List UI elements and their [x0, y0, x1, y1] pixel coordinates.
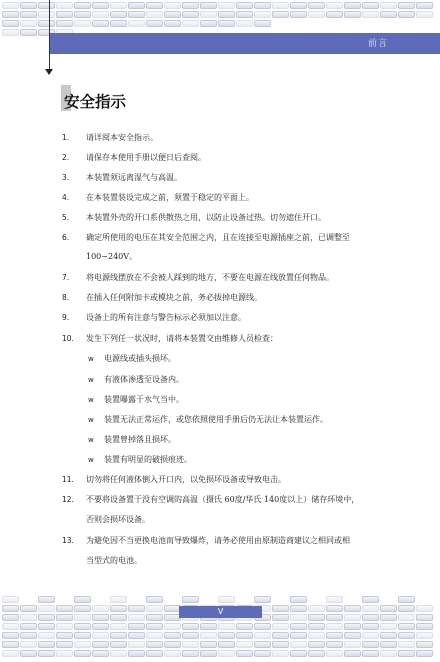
decorative-tile: [128, 605, 145, 612]
decorative-tile: [398, 614, 415, 621]
decorative-tile: [308, 2, 325, 9]
decorative-tile: [218, 11, 235, 18]
decorative-tile: [38, 623, 55, 630]
decorative-tile: [326, 614, 343, 621]
decorative-tile: [416, 614, 433, 621]
decorative-tile: [398, 623, 415, 630]
decorative-tile: [182, 650, 199, 657]
decorative-tile: [236, 2, 253, 9]
decorative-tile: [92, 632, 109, 639]
decorative-tile: [200, 2, 217, 9]
decorative-tile: [2, 614, 19, 621]
bottom-decorative-tiles: [0, 594, 440, 662]
page-title: 安全指示: [64, 93, 127, 111]
decorative-tile: [236, 650, 253, 657]
chapter-label: 前言: [367, 39, 388, 49]
decorative-tile: [38, 650, 55, 657]
decorative-tile: [326, 605, 343, 612]
decorative-tile: [2, 2, 19, 9]
decorative-tile: [308, 614, 325, 621]
decorative-tile: [272, 605, 289, 612]
decorative-tile: [164, 650, 181, 657]
decorative-tile: [344, 632, 361, 639]
decorative-tile: [398, 641, 415, 648]
decorative-tile: [38, 605, 55, 612]
decorative-tile: [344, 623, 361, 630]
decorative-tile: [290, 641, 307, 648]
decorative-tile: [74, 632, 91, 639]
decorative-tile: [20, 614, 37, 621]
decorative-tile: [146, 11, 163, 18]
decorative-tile: [146, 596, 163, 603]
decorative-tile: [182, 641, 199, 648]
decorative-tile: [416, 650, 433, 657]
decorative-tile: [362, 632, 379, 639]
decorative-tile: [20, 641, 37, 648]
decorative-tile: [182, 20, 199, 27]
decorative-tile: [398, 632, 415, 639]
decorative-tile: [236, 623, 253, 630]
decorative-tile: [128, 2, 145, 9]
decorative-tile: [218, 596, 235, 603]
decorative-tile: [110, 641, 127, 648]
decorative-tile: [218, 641, 235, 648]
decorative-tile: [128, 614, 145, 621]
decorative-tile: [164, 632, 181, 639]
decorative-tile: [362, 605, 379, 612]
decorative-tile: [380, 614, 397, 621]
decorative-tile: [128, 623, 145, 630]
decorative-tile: [110, 614, 127, 621]
decorative-tile: [254, 20, 271, 27]
decorative-tile: [38, 11, 55, 18]
decorative-tile: [218, 632, 235, 639]
decorative-tile: [236, 641, 253, 648]
decorative-tile: [110, 20, 127, 27]
decorative-tile: [182, 632, 199, 639]
decorative-tile: [326, 596, 343, 603]
decorative-tile: [110, 2, 127, 9]
decorative-tile: [182, 2, 199, 9]
decorative-tile: [218, 650, 235, 657]
decorative-tile: [2, 641, 19, 648]
decorative-tile: [380, 623, 397, 630]
decorative-tile: [344, 605, 361, 612]
decorative-tile: [380, 641, 397, 648]
decorative-tile: [20, 20, 37, 27]
decorative-tile: [74, 650, 91, 657]
decorative-tile: [146, 650, 163, 657]
decorative-tile: [290, 2, 307, 9]
decorative-tile: [56, 623, 73, 630]
decorative-tile: [164, 20, 181, 27]
decorative-tile: [308, 641, 325, 648]
decorative-tile: [254, 632, 271, 639]
decorative-tile: [2, 605, 19, 612]
decorative-tile: [200, 641, 217, 648]
decorative-tile: [20, 632, 37, 639]
decorative-tile: [200, 632, 217, 639]
page-number: V: [179, 606, 262, 618]
decorative-tile: [74, 605, 91, 612]
decorative-tile: [2, 29, 19, 36]
decorative-tile: [182, 623, 199, 630]
decorative-tile: [146, 605, 163, 612]
decorative-tile: [308, 605, 325, 612]
decorative-tile: [74, 20, 91, 27]
decorative-tile: [164, 11, 181, 18]
decorative-tile: [290, 614, 307, 621]
decorative-tile: [38, 596, 55, 603]
decorative-tile: [110, 605, 127, 612]
decorative-tile: [272, 632, 289, 639]
decorative-tile: [344, 614, 361, 621]
decorative-tile: [326, 623, 343, 630]
decorative-tile: [146, 2, 163, 9]
decorative-tile: [236, 20, 253, 27]
decorative-tile: [344, 650, 361, 657]
decorative-tile: [2, 632, 19, 639]
decorative-tile: [74, 596, 91, 603]
decorative-tile: [290, 596, 307, 603]
decorative-tile: [110, 596, 127, 603]
decorative-tile: [110, 650, 127, 657]
decorative-tile: [326, 641, 343, 648]
decorative-tile: [20, 29, 37, 36]
decorative-tile: [272, 650, 289, 657]
decorative-tile: [308, 11, 325, 18]
decorative-tile: [146, 641, 163, 648]
decorative-tile: [236, 632, 253, 639]
decorative-tile: [272, 614, 289, 621]
decorative-tile: [2, 650, 19, 657]
decorative-tile: [92, 20, 109, 27]
decorative-tile: [38, 641, 55, 648]
decorative-tile: [2, 623, 19, 630]
decorative-tile: [2, 11, 19, 18]
decorative-tile: [380, 11, 397, 18]
decorative-tile: [110, 632, 127, 639]
decorative-tile: [254, 641, 271, 648]
decorative-tile: [326, 11, 343, 18]
decorative-tile: [362, 650, 379, 657]
decorative-tile: [362, 2, 379, 9]
decorative-tile: [344, 11, 361, 18]
decorative-tile: [254, 596, 271, 603]
decorative-tile: [380, 650, 397, 657]
decorative-tile: [326, 650, 343, 657]
decorative-tile: [200, 20, 217, 27]
decorative-tile: [218, 20, 235, 27]
decorative-tile: [20, 605, 37, 612]
decorative-tile: [380, 605, 397, 612]
decorative-tile: [56, 641, 73, 648]
decorative-tile: [308, 623, 325, 630]
decorative-tile: [236, 11, 253, 18]
decorative-tile: [128, 650, 145, 657]
decorative-tile: [200, 650, 217, 657]
decorative-tile: [74, 623, 91, 630]
decorative-tile: [128, 20, 145, 27]
decorative-tile: [254, 2, 271, 9]
decorative-tile: [362, 11, 379, 18]
decorative-tile: [416, 2, 433, 9]
decorative-tile: [56, 11, 73, 18]
decorative-tile: [416, 632, 433, 639]
decorative-tile: [110, 11, 127, 18]
decorative-tile: [2, 596, 19, 603]
decorative-tile: [326, 632, 343, 639]
decorative-tile: [74, 614, 91, 621]
decorative-tile: [164, 623, 181, 630]
decorative-tile: [92, 2, 109, 9]
decorative-tile: [56, 2, 73, 9]
decorative-tile: [416, 623, 433, 630]
decorative-tile: [128, 11, 145, 18]
decorative-tile: [128, 641, 145, 648]
decorative-tile: [182, 596, 199, 603]
decorative-tile: [344, 2, 361, 9]
decorative-tile: [74, 11, 91, 18]
decorative-tile: [164, 2, 181, 9]
decorative-tile: [398, 11, 415, 18]
decorative-tile: [74, 641, 91, 648]
decorative-tile: [254, 650, 271, 657]
decorative-tile: [56, 614, 73, 621]
decorative-tile: [20, 623, 37, 630]
decorative-tile: [380, 2, 397, 9]
decorative-tile: [38, 2, 55, 9]
decorative-tile: [344, 641, 361, 648]
decorative-tile: [164, 641, 181, 648]
decorative-tile: [290, 623, 307, 630]
decorative-tile: [290, 11, 307, 18]
decorative-tile: [20, 650, 37, 657]
decorative-tile: [56, 20, 73, 27]
decorative-tile: [92, 623, 109, 630]
decorative-tile: [308, 650, 325, 657]
decorative-tile: [362, 596, 379, 603]
decorative-tile: [398, 2, 415, 9]
decorative-tile: [416, 641, 433, 648]
decorative-tile: [38, 20, 55, 27]
decorative-tile: [398, 650, 415, 657]
decorative-tile: [362, 614, 379, 621]
decorative-tile: [38, 614, 55, 621]
decorative-tile: [182, 11, 199, 18]
decorative-tile: [416, 11, 433, 18]
decorative-tile: [20, 11, 37, 18]
decorative-tile: [146, 614, 163, 621]
decorative-tile: [398, 605, 415, 612]
decorative-tile: [290, 605, 307, 612]
decorative-tile: [218, 2, 235, 9]
decorative-tile: [56, 632, 73, 639]
decorative-tile: [146, 20, 163, 27]
decorative-tile: [146, 623, 163, 630]
decorative-tile: [308, 632, 325, 639]
decorative-tile: [254, 623, 271, 630]
decorative-tile: [92, 11, 109, 18]
down-arrow-icon: [45, 69, 53, 75]
decorative-tile: [362, 623, 379, 630]
decorative-tile: [20, 2, 37, 9]
decorative-tile: [272, 623, 289, 630]
decorative-tile: [218, 623, 235, 630]
decorative-tile: [38, 632, 55, 639]
decorative-tile: [290, 650, 307, 657]
decorative-tile: [128, 632, 145, 639]
decorative-tile: [110, 623, 127, 630]
decorative-tile: [2, 20, 19, 27]
decorative-tile: [290, 632, 307, 639]
decorative-tile: [398, 596, 415, 603]
decorative-tile: [362, 641, 379, 648]
decorative-tile: [74, 2, 91, 9]
header-vertical-line: [49, 0, 50, 72]
decorative-tile: [326, 2, 343, 9]
decorative-tile: [92, 614, 109, 621]
decorative-tile: [92, 605, 109, 612]
decorative-tile: [254, 11, 271, 18]
decorative-tile: [56, 605, 73, 612]
decorative-tile: [272, 2, 289, 9]
decorative-tile: [200, 623, 217, 630]
decorative-tile: [380, 632, 397, 639]
decorative-tile: [92, 641, 109, 648]
decorative-tile: [416, 605, 433, 612]
decorative-tile: [272, 11, 289, 18]
decorative-tile: [92, 650, 109, 657]
decorative-tile: [200, 11, 217, 18]
decorative-tile: [56, 650, 73, 657]
decorative-tile: [272, 641, 289, 648]
decorative-tile: [146, 632, 163, 639]
